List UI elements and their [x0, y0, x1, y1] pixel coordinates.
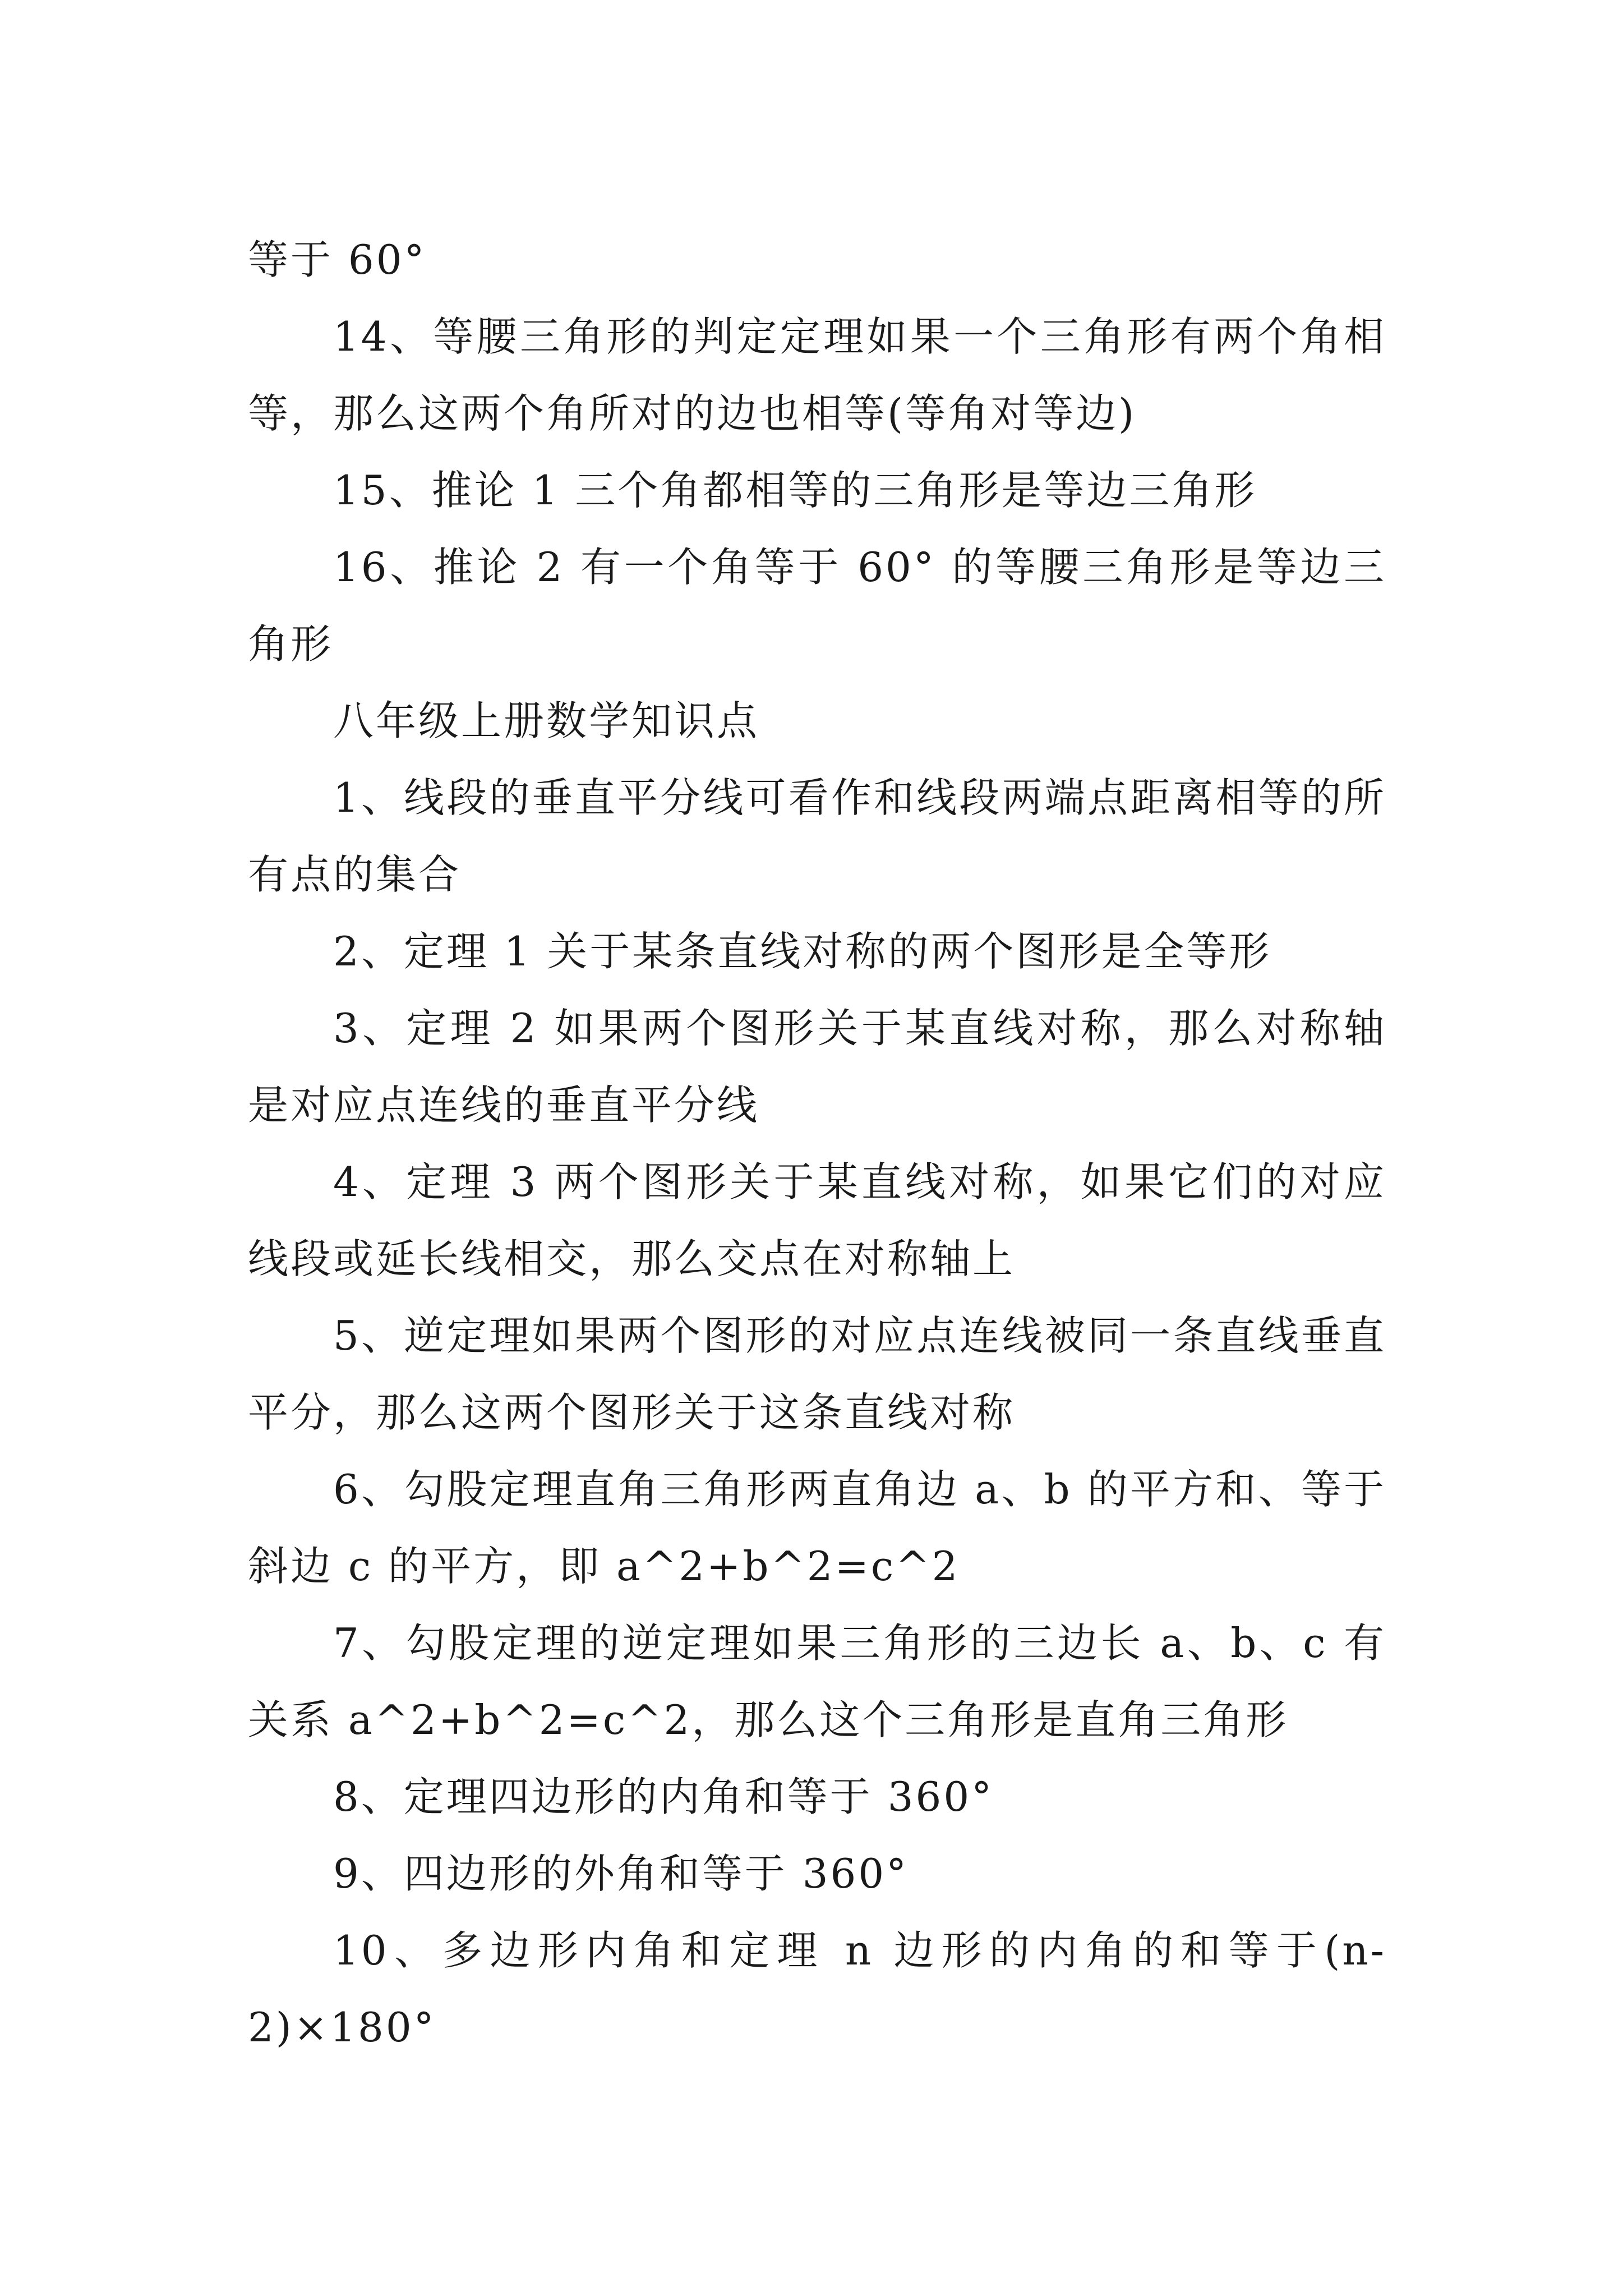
paragraph-item-8: 8、定理四边形的内角和等于 360° [333, 1773, 994, 1820]
document-body [248, 222, 1386, 2066]
paragraph-item-10: 10、多边形内角和定理 n 边形的内角的和等于(n-2)×180° [248, 1927, 1386, 2051]
paragraph-item-7: 7、勾股定理的逆定理如果三角形的三边长 a、b、c 有关系 a^2+b^2=c^2，那么这个三角形是直角三角形 [248, 1619, 1386, 1743]
paragraph-continuation: 等于 60° [248, 236, 427, 283]
paragraph-item-4: 4、定理 3 两个图形关于某直线对称，如果它们的对应线段或延长线相交，那么交点在对称轴上 [248, 1158, 1386, 1282]
paragraph-item-15: 15、推论 1 三个角都相等的三角形是等边三角形 [333, 467, 1257, 514]
paragraph-item-3: 3、定理 2 如果两个图形关于某直线对称，那么对称轴是对应点连线的垂直平分线 [248, 1005, 1386, 1129]
paragraph-item-16: 16、推论 2 有一个角等于 60° 的等腰三角形是等边三角形 [248, 544, 1386, 668]
paragraph-item-1: 1、线段的垂直平分线可看作和线段两端点距离相等的所有点的集合 [248, 774, 1386, 898]
section-heading: 八年级上册数学知识点 [333, 697, 760, 744]
paragraph-item-6: 6、勾股定理直角三角形两直角边 a、b 的平方和、等于斜边 c 的平方，即 a^2+b^2=c^2 [248, 1466, 1386, 1590]
paragraph-item-14: 14、等腰三角形的判定定理如果一个三角形有两个角相等，那么这两个角所对的边也相等(等角对等边) [248, 313, 1386, 437]
paragraph-item-2: 2、定理 1 关于某条直线对称的两个图形是全等形 [333, 928, 1272, 975]
paragraph-item-9: 9、四边形的外角和等于 360° [333, 1850, 909, 1897]
paragraph-item-5: 5、逆定理如果两个图形的对应点连线被同一条直线垂直平分，那么这两个图形关于这条直线对称 [248, 1312, 1386, 1436]
